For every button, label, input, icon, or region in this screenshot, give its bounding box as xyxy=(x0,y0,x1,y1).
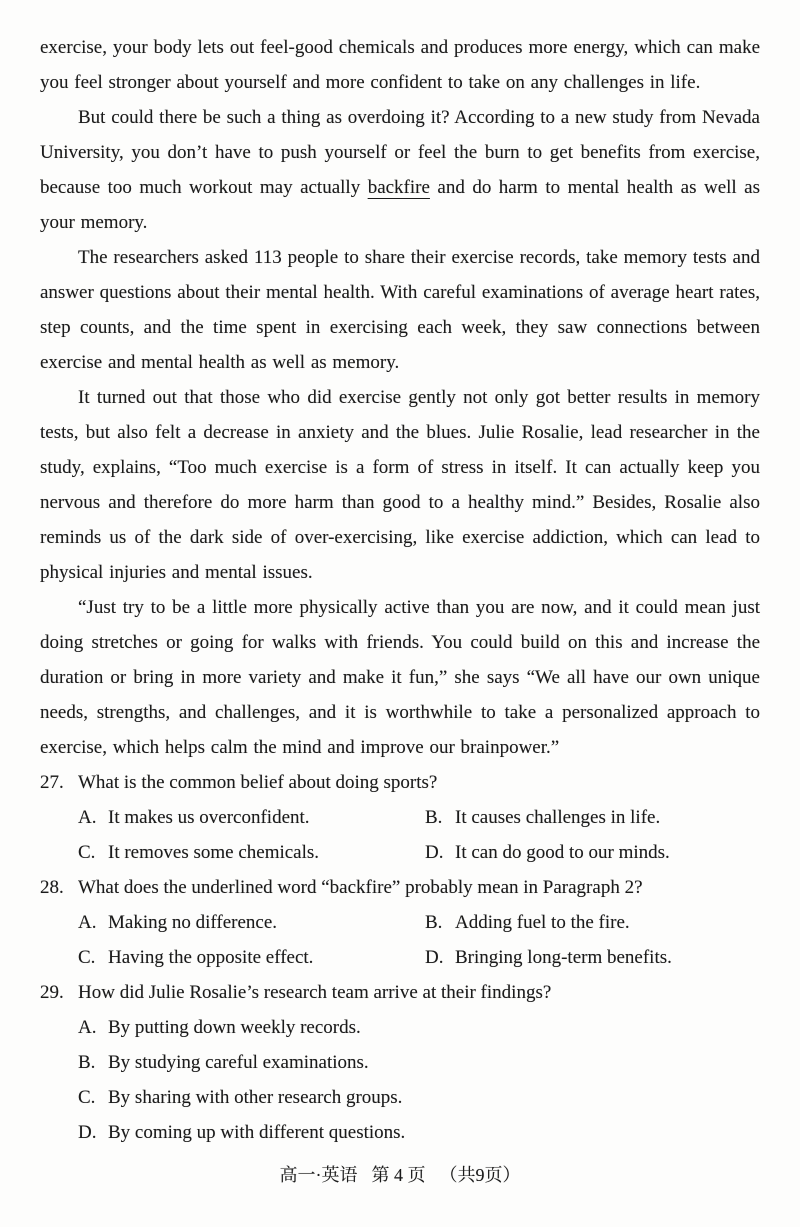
question-27-text: What is the common belief about doing sports? xyxy=(78,772,438,793)
passage-paragraph-2 xyxy=(40,100,760,240)
question-28-text: What does the underlined word “backfire” probably mean in Paragraph 2? xyxy=(78,877,643,898)
option-29-A-label: A. xyxy=(78,1017,97,1038)
option-27-C xyxy=(78,835,425,870)
page-footer xyxy=(0,1161,800,1187)
option-27-B-label: B. xyxy=(425,807,443,828)
question-27 xyxy=(40,765,760,870)
option-27-A-text: It makes us overconfident. xyxy=(108,807,310,828)
footer-course-label: 高一·英语 xyxy=(279,1165,358,1185)
option-28-A-text: Making no difference. xyxy=(108,912,278,933)
option-29-B xyxy=(40,1045,760,1080)
passage-paragraph-5: “Just try to be a little more physically active than you are now, and it could mean just doing stretches or going for walks with friends. You could build on this and increase the duration or bring in more variety and make it fun,” she says “We all have our own unique needs, strengths, and challenges, and it is worthwhile to take a personalized approach to exercise, which helps calm the mind and improve our brainpower.” xyxy=(40,597,760,758)
option-29-D-text: By coming up with different questions. xyxy=(108,1122,406,1143)
option-28-C-label: C. xyxy=(78,947,96,968)
option-27-C-label: C. xyxy=(78,842,96,863)
option-28-A xyxy=(78,905,425,940)
passage-paragraph-1: exercise, your body lets out feel-good chemicals and produces more energy, which can make you feel stronger about yourself and more confident to take on any challenges in life. xyxy=(40,37,760,93)
option-29-C-text: By sharing with other research groups. xyxy=(108,1087,403,1108)
question-28-options-row-1 xyxy=(40,905,760,940)
question-29-text: How did Julie Rosalie’s research team arrive at their findings? xyxy=(78,982,552,1003)
question-27-options-row-1 xyxy=(40,800,760,835)
footer-total-pages: （共9页） xyxy=(439,1165,521,1185)
option-27-D-label: D. xyxy=(425,842,444,863)
option-27-B xyxy=(425,800,772,835)
option-28-D-label: D. xyxy=(425,947,444,968)
footer-page-number: 第 4 页 xyxy=(371,1165,426,1185)
option-29-B-label: B. xyxy=(78,1052,96,1073)
question-28 xyxy=(40,870,760,975)
question-29-stem xyxy=(40,975,760,1010)
reading-passage xyxy=(40,30,760,765)
option-28-C-text: Having the opposite effect. xyxy=(108,947,314,968)
option-28-D xyxy=(425,940,772,975)
question-29 xyxy=(40,975,760,1150)
option-28-C xyxy=(78,940,425,975)
question-28-number: 28. xyxy=(40,877,64,898)
option-29-A-text: By putting down weekly records. xyxy=(108,1017,361,1038)
option-27-B-text: It causes challenges in life. xyxy=(455,807,661,828)
question-27-stem xyxy=(40,765,760,800)
question-27-number: 27. xyxy=(40,772,64,793)
paragraph-2-text-before: But could there be such a thing as overdoing it? According to a new study from Nevada University, you don’t have to push yourself or feel the burn to get benefits from exercise, because too much workout may actually xyxy=(40,107,760,198)
option-29-D xyxy=(40,1115,760,1150)
option-27-D-text: It can do good to our minds. xyxy=(455,842,670,863)
option-29-A xyxy=(40,1010,760,1045)
option-29-B-text: By studying careful examinations. xyxy=(108,1052,369,1073)
option-28-B xyxy=(425,905,772,940)
passage-paragraph-3: The researchers asked 113 people to share their exercise records, take memory tests and answer questions about their mental health. With careful examinations of average heart rates, step counts, and the time spent in exercising each week, they saw connections between exercise and mental health as well as memory. xyxy=(40,247,760,373)
option-27-A xyxy=(78,800,425,835)
questions-section xyxy=(40,765,760,1150)
option-27-A-label: A. xyxy=(78,807,97,828)
option-27-C-text: It removes some chemicals. xyxy=(108,842,320,863)
question-28-stem xyxy=(40,870,760,905)
option-28-A-label: A. xyxy=(78,912,97,933)
option-29-D-label: D. xyxy=(78,1122,97,1143)
option-29-C xyxy=(40,1080,760,1115)
paragraph-2-text-after: and do harm to mental health as well as your memory. xyxy=(40,177,760,233)
question-27-options-row-2 xyxy=(40,835,760,870)
option-29-C-label: C. xyxy=(78,1087,96,1108)
option-28-B-text: Adding fuel to the fire. xyxy=(455,912,630,933)
question-29-number: 29. xyxy=(40,982,64,1003)
option-28-B-label: B. xyxy=(425,912,443,933)
question-28-options-row-2 xyxy=(40,940,760,975)
option-28-D-text: Bringing long-term benefits. xyxy=(455,947,672,968)
option-27-D xyxy=(425,835,772,870)
passage-paragraph-4: It turned out that those who did exercise gently not only got better results in memory tests, but also felt a decrease in anxiety and the blues. Julie Rosalie, lead researcher in the study, explains, “Too much exercise is a form of stress in itself. It can actually keep you nervous and therefore do more harm than good to a healthy mind.” Besides, Rosalie also reminds us of the dark side of over-exercising, like exercise addiction, which can lead to physical injuries and mental issues. xyxy=(40,387,760,583)
underlined-word-backfire: backfire xyxy=(367,177,430,198)
